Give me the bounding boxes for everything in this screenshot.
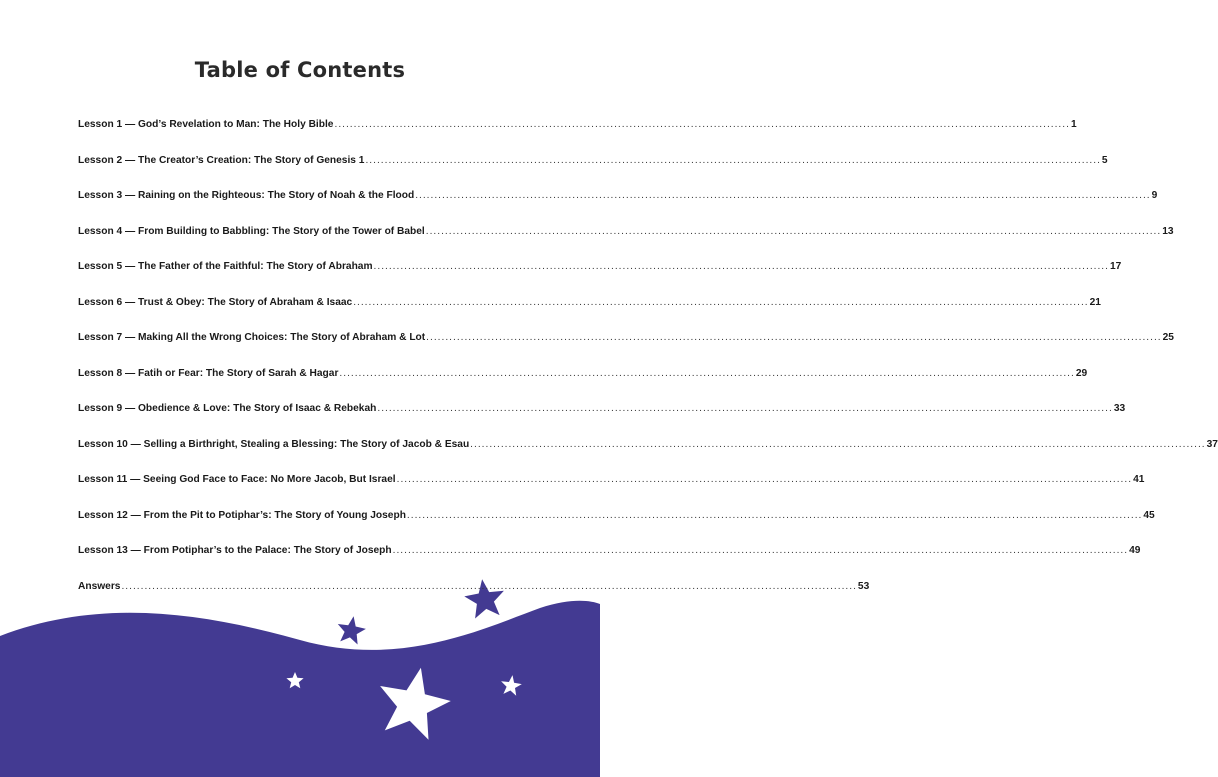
toc-entry-title: Lesson 7 — Making All the Wrong Choices: The Story of Abraham & Lot (78, 332, 426, 343)
toc-entry (78, 190, 1158, 226)
toc-entry-title: Lesson 6 — Trust & Obey: The Story of Abraham & Isaac (78, 296, 353, 308)
toc-entry (78, 154, 1108, 191)
toc-entry-page: 53 (857, 580, 870, 592)
toc-entry (78, 367, 1088, 404)
dot-leader (377, 403, 1112, 414)
dot-leader (397, 474, 1132, 485)
dot-leader (415, 190, 1150, 201)
toc-entry-page: 13 (1162, 225, 1174, 237)
toc-entry-title: Lesson 5 — The Father of the Faithful: The Story of Abraham (78, 261, 373, 272)
dot-leader (365, 155, 1100, 166)
toc-entry (78, 580, 870, 617)
toc-entry-title: Lesson 13 — From Potiphar’s to the Palace: The Story of Joseph (78, 545, 392, 556)
toc-entry-title: Lesson 8 — Fatih or Fear: The Story of Sarah & Hagar (78, 367, 339, 379)
toc-entry (78, 509, 1155, 546)
toc-entry-page: 45 (1143, 509, 1155, 521)
dot-leader (353, 297, 1088, 308)
star-icon (338, 616, 366, 644)
toc-entry (78, 403, 1126, 439)
toc-entry (78, 332, 1174, 368)
dot-leader (393, 545, 1128, 556)
toc-entry (78, 474, 1145, 510)
toc-entry-page: 17 (1109, 261, 1122, 272)
toc-entry (78, 296, 1101, 333)
dot-leader (426, 332, 1161, 343)
toc-entry (78, 545, 1141, 581)
dot-leader (374, 261, 1109, 272)
toc-entry-page: 33 (1113, 403, 1126, 414)
dot-leader (407, 510, 1142, 521)
toc-entry (78, 225, 1174, 262)
dot-leader (426, 226, 1161, 237)
toc-entry (78, 261, 1122, 297)
toc-entry (78, 119, 1077, 155)
toc-entry-title: Lesson 3 — Raining on the Righteous: The Story of Noah & the Flood (78, 190, 415, 201)
page-title: Table of Contents (194, 58, 406, 82)
toc-entry-title: Lesson 2 — The Creator’s Creation: The Story of Genesis 1 (78, 154, 365, 166)
toc-entry-page: 25 (1162, 332, 1174, 343)
toc-entry-title: Lesson 12 — From the Pit to Potiphar’s: The Story of Young Joseph (78, 509, 406, 521)
toc-entry-title: Lesson 1 — God’s Revelation to Man: The Holy Bible (78, 119, 334, 130)
toc-entry-title: Lesson 9 — Obedience & Love: The Story of Isaac & Rebekah (78, 403, 377, 414)
toc-entry (78, 438, 1218, 475)
toc-entry-page: 5 (1101, 154, 1108, 166)
toc-entry-title: Answers (78, 580, 121, 592)
toc-entry-page: 41 (1133, 474, 1145, 485)
toc-entry-page: 21 (1089, 296, 1101, 308)
toc-entry-title: Lesson 11 — Seeing God Face to Face: No More Jacob, But Israel (78, 474, 396, 485)
toc-entry-title: Lesson 4 — From Building to Babbling: The Story of the Tower of Babel (78, 225, 425, 237)
toc-entry-page: 37 (1206, 438, 1218, 450)
toc-entry-title: Lesson 10 — Selling a Birthright, Stealing a Blessing: The Story of Jacob & Esau (78, 438, 470, 450)
toc-entry-page: 49 (1129, 545, 1141, 556)
toc-entry-page: 1 (1070, 119, 1077, 130)
toc-entry-page: 9 (1151, 190, 1158, 201)
dot-leader (470, 439, 1205, 450)
dot-leader (339, 368, 1074, 379)
dot-leader (334, 119, 1069, 130)
table-of-contents (78, 119, 1218, 616)
toc-entry-page: 29 (1075, 367, 1088, 379)
dot-leader (121, 581, 856, 592)
